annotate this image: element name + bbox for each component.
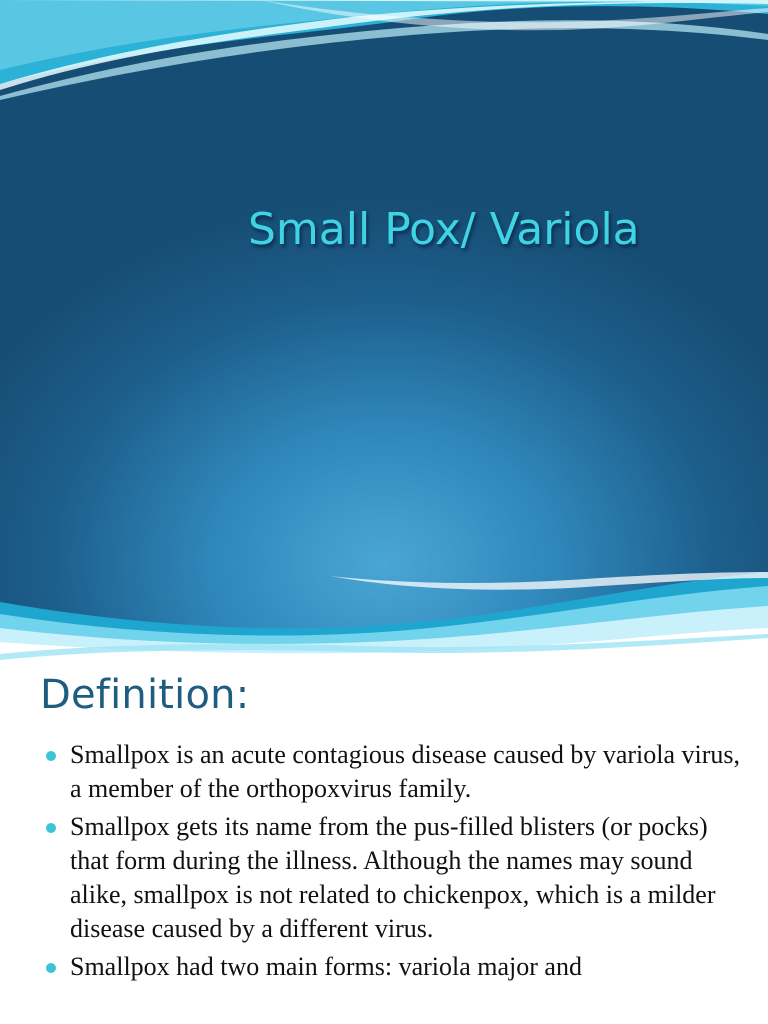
bullet-dot-icon (46, 963, 56, 973)
bullet-text: Smallpox gets its name from the pus-filled blisters (or pocks) that form during the illness. Although the names may sound alike, smallpox is not related to chickenpox, which is a milder disease caused by a different virus. (70, 812, 716, 943)
slide-title: Small Pox/ Variola (248, 204, 640, 255)
bullet-dot-icon (46, 823, 56, 833)
bullet-item (44, 950, 744, 984)
bullet-item (44, 738, 744, 806)
bullet-dot-icon (46, 751, 56, 761)
bullet-item (44, 810, 744, 946)
bullet-text: Smallpox had two main forms: variola major and (70, 952, 582, 981)
definition-bullet-list (44, 738, 744, 988)
top-wave-decoration (0, 0, 768, 100)
bullet-text: Smallpox is an acute contagious disease caused by variola virus, a member of the orthopoxvirus family. (70, 740, 741, 803)
definition-slide (0, 662, 768, 1024)
definition-heading: Definition: (40, 672, 250, 718)
bottom-wave-decoration (0, 572, 768, 662)
